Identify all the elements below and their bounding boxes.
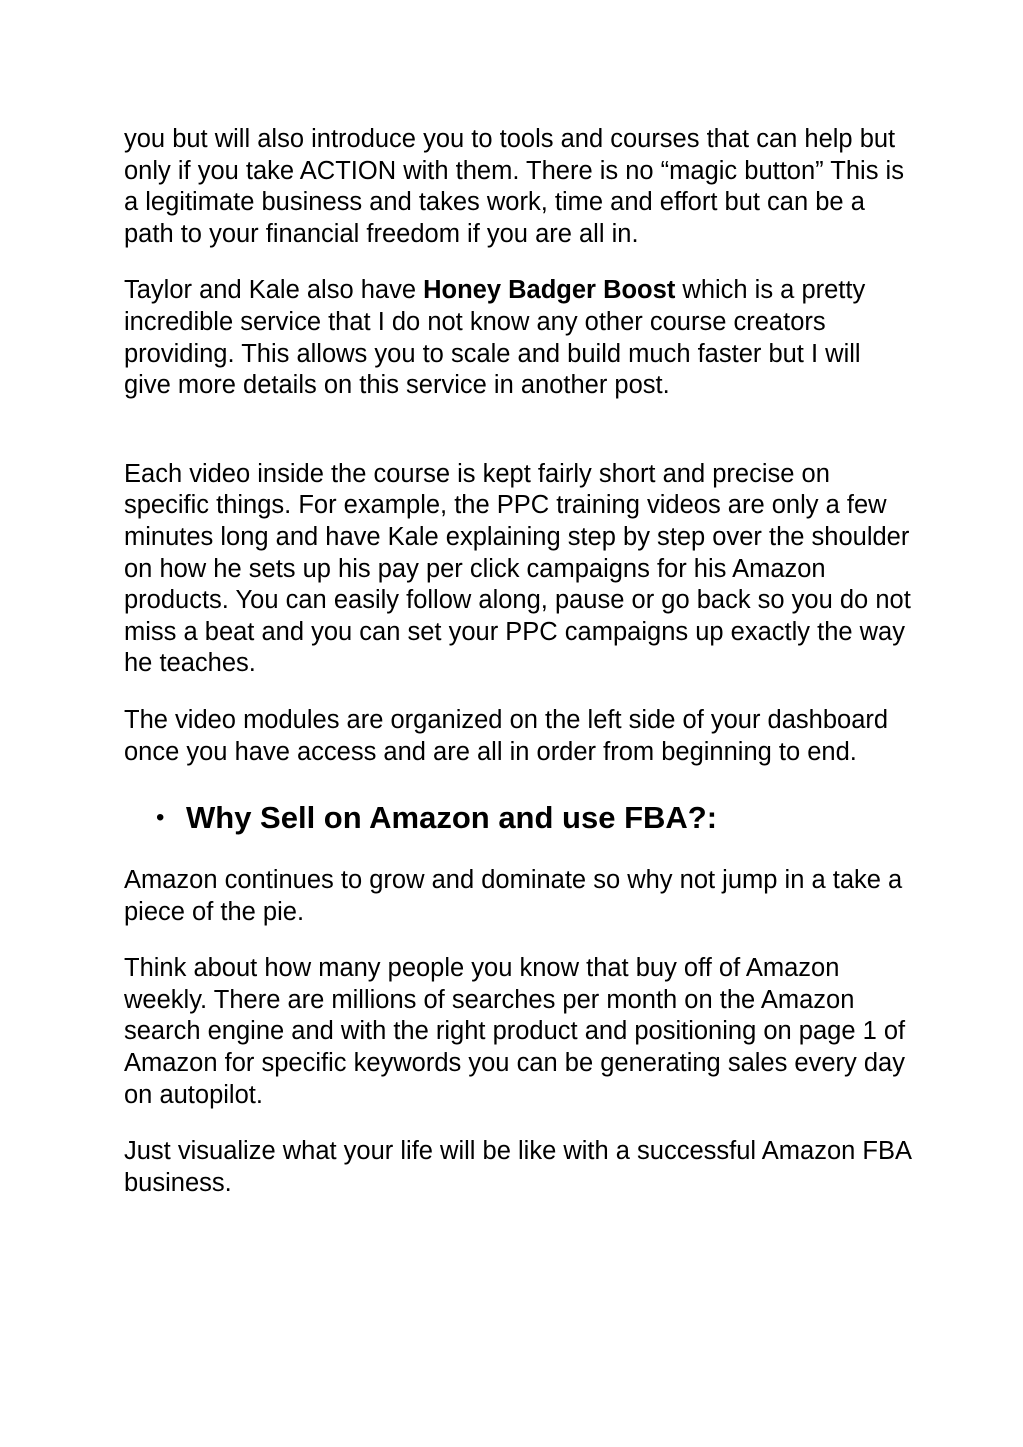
paragraph-intro: you but will also introduce you to tools and courses that can help but only if you take ACTION with them. There is no “magic button” This is a legitimate business and takes work, time and effort but can be a path to your financial freedom if you are all in. [124, 125, 904, 248]
paragraph-amazon-searches: Think about how many people you know that buy off of Amazon weekly. There are millions of searches per month on the Amazon search engine and with the right product and positioning on page 1 of Amazon for specific keywords you can be generating sales every day on autopilot. [124, 954, 906, 1109]
paragraph-honey-badger-after: which is a pretty incredible service that I do not know any other course creators providing. This allows you to scale and build much faster but I will give more details on this service in another post. [124, 276, 866, 400]
honey-badger-boost-bold: Honey Badger Boost [423, 276, 676, 305]
paragraph-visualize: Just visualize what your life will be like with a successful Amazon FBA business. [124, 1137, 911, 1197]
paragraph-honey-badger [124, 275, 914, 401]
paragraph-video-course: Each video inside the course is kept fairly short and precise on specific things. For example, the PPC training videos are only a few minutes long and have Kale explaining step by step over the shoulder on how he sets up his pay per click campaigns for his Amazon products. You can easily follow along, pause or go back so you do not miss a beat and you can set your PPC campaigns up exactly the way he teaches. [124, 459, 911, 678]
section-heading-text: Why Sell on Amazon and use FBA?: [186, 800, 718, 836]
paragraph-amazon-grow: Amazon continues to grow and dominate so why not jump in a take a piece of the pie. [124, 866, 903, 926]
document-page [124, 124, 914, 1199]
paragraph-honey-badger-before: Taylor and Kale also have [124, 276, 424, 305]
bullet-icon: • [156, 804, 165, 832]
paragraph-video-modules: The video modules are organized on the left side of your dashboard once you have access and are all in order from beginning to end. [124, 705, 889, 766]
section-heading [124, 796, 914, 840]
